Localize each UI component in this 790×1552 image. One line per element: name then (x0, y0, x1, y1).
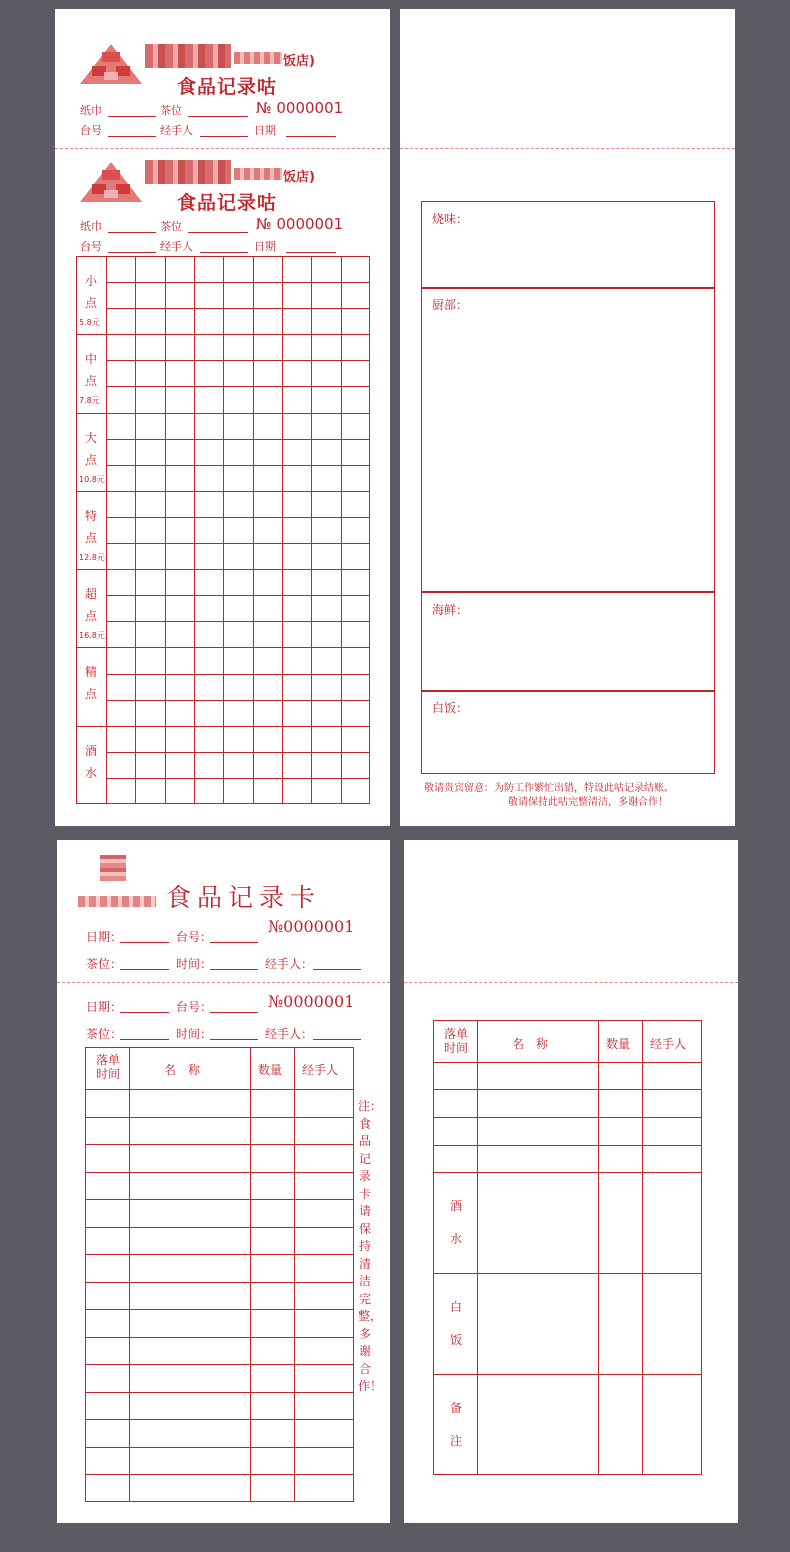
grid-row-label: 点 (85, 374, 98, 389)
card-section-label: 白 (450, 1300, 463, 1314)
grid-column-line (311, 256, 312, 804)
blurred-restaurant-name (234, 52, 282, 64)
blurred-card-shop-name (78, 896, 156, 907)
restaurant-logo (78, 160, 144, 204)
grid-row-line (106, 439, 370, 440)
grid-column-line (194, 256, 195, 804)
grid-row-line (106, 778, 370, 779)
notice-line-1: 敬请贵宾留意：为防工作繁忙出错，特设此咕记录结账。 (424, 783, 674, 794)
table-row-line (433, 1172, 702, 1173)
grid-row-label: 大 (85, 430, 98, 445)
grid-row-price: 10.8元 (79, 474, 105, 484)
card-section-label: 水 (450, 1232, 463, 1246)
header-item-name: 名 称 (512, 1037, 549, 1051)
grid-row-label: 点 (85, 687, 98, 702)
card-date-label: 日期： (86, 1000, 123, 1014)
card-table-field[interactable] (210, 942, 258, 943)
table-row-line (433, 1117, 702, 1118)
date-field[interactable] (286, 136, 336, 137)
date-label: 日期 (254, 124, 276, 137)
section-divider (421, 287, 715, 289)
grid-row-line (106, 360, 370, 361)
card-side-note: 注：食品记录卡请保持清洁完整，多谢合作！ (358, 1099, 383, 1393)
card-tea-field[interactable] (120, 969, 169, 970)
grid-row-line (106, 308, 370, 309)
grid-row-label: 精 (85, 665, 98, 680)
grid-column-line (341, 256, 342, 804)
card-form-number: №0000001 (268, 917, 355, 936)
grid-row-line (106, 282, 370, 283)
grid-row-label: 点 (85, 296, 98, 310)
table-row-line (433, 1145, 702, 1146)
handler-label: 经手人 (160, 124, 193, 137)
grid-row-label: 水 (85, 765, 98, 780)
card-date-label: 日期： (86, 930, 123, 944)
grid-row-label: 点 (85, 452, 98, 467)
tea-label: 茶位 (160, 104, 182, 117)
grid-group-line (76, 647, 370, 648)
napkin-field[interactable] (108, 116, 156, 117)
bill-title: 食品记录咕 (177, 192, 278, 214)
section-seafood-label: 海鲜： (432, 603, 469, 617)
napkin-label: 纸巾 (80, 220, 102, 233)
grid-row-line (106, 595, 370, 596)
grid-row-line (106, 543, 370, 544)
card-date-field[interactable] (120, 1012, 169, 1013)
grid-row-price: 12.8元 (79, 552, 105, 562)
table-row-line (85, 1337, 354, 1338)
restaurant-logo (78, 42, 144, 86)
table-column-line (129, 1047, 130, 1502)
card-order-table (85, 1047, 354, 1502)
tea-label: 茶位 (160, 220, 182, 233)
perforation-line (400, 148, 735, 149)
grid-row-line (106, 386, 370, 387)
handler-field[interactable] (200, 252, 248, 253)
grid-column-line (135, 256, 136, 804)
header-order-time: 落单时间 (443, 1027, 468, 1055)
card-handler-label: 经手人： (265, 1027, 314, 1041)
card-tea-label: 茶位： (86, 957, 123, 971)
handler-field[interactable] (200, 136, 248, 137)
section-roast-label: 烧味： (432, 212, 469, 226)
blurred-restaurant-name (234, 168, 282, 180)
card-tea-label: 茶位： (86, 1027, 123, 1041)
table-row-line (85, 1117, 354, 1118)
card-section-label: 备 (450, 1401, 463, 1415)
table-row-line (85, 1144, 354, 1145)
header-order-time: 落单时间 (95, 1053, 120, 1081)
grid-row-price: 5.8元 (79, 318, 100, 327)
grid-group-line (76, 491, 370, 492)
table-row-line (85, 1474, 354, 1475)
card-time-field[interactable] (210, 969, 258, 970)
table-row-line (85, 1254, 354, 1255)
header-quantity: 数量 (258, 1063, 283, 1077)
grid-row-price: 16.8元 (79, 631, 105, 641)
grid-row-label: 酒 (85, 743, 98, 758)
napkin-label: 纸巾 (80, 104, 102, 117)
grid-row-line (106, 752, 370, 753)
card-section-label: 酒 (450, 1199, 463, 1213)
table-column-line (294, 1047, 295, 1502)
grid-group-line (76, 413, 370, 414)
table-row-line (85, 1199, 354, 1200)
table-field[interactable] (108, 252, 156, 253)
card-table-label: 台号： (176, 1000, 213, 1014)
card-time-label: 时间： (176, 957, 213, 971)
grid-column-line (106, 256, 107, 804)
table-row-line (433, 1089, 702, 1090)
blurred-restaurant-name (145, 44, 231, 68)
perforation-line (404, 982, 738, 983)
perforation-line (57, 982, 390, 983)
perforation-line (55, 148, 390, 149)
card-form-number: №0000001 (268, 992, 355, 1011)
grid-row-line (106, 674, 370, 675)
card-section-label: 饭 (450, 1333, 463, 1347)
card-handler-field[interactable] (313, 969, 361, 970)
grid-group-line (76, 726, 370, 727)
table-row-line (85, 1227, 354, 1228)
handler-label: 经手人 (160, 240, 193, 253)
table-row-line (433, 1273, 702, 1274)
grid-group-line (76, 334, 370, 335)
header-handler: 经手人 (302, 1063, 339, 1077)
notice-line-2: 敬请保持此咕完整清洁，多谢合作！ (508, 797, 668, 808)
napkin-field[interactable] (108, 232, 156, 233)
shop-suffix: 饭店) (283, 54, 315, 69)
blurred-restaurant-name (145, 160, 231, 184)
table-row-line (85, 1089, 354, 1090)
form-number: № 0000001 (256, 99, 344, 117)
grid-row-label: 特 (85, 508, 98, 523)
grid-group-line (76, 569, 370, 570)
grid-row-label: 小 (85, 274, 98, 288)
grid-row-label: 点 (85, 530, 98, 545)
grid-column-line (282, 256, 283, 804)
shop-suffix: 饭店) (283, 170, 315, 185)
grid-row-label: 超 (85, 587, 98, 602)
card-date-field[interactable] (120, 942, 169, 943)
header-quantity: 数量 (606, 1037, 631, 1051)
date-field[interactable] (286, 252, 336, 253)
tea-field[interactable] (188, 116, 248, 117)
date-label: 日期 (254, 240, 276, 253)
grid-row-line (106, 700, 370, 701)
table-column-line (250, 1047, 251, 1502)
bill-title: 食品记录咕 (177, 76, 278, 98)
table-row-line (85, 1172, 354, 1173)
section-rice-label: 白饭： (432, 701, 469, 715)
table-row-line (433, 1374, 702, 1375)
card-time-label: 时间： (176, 1027, 213, 1041)
grid-row-line (106, 517, 370, 518)
section-divider (421, 690, 715, 692)
table-label: 台号 (80, 240, 102, 253)
header-item-name: 名 称 (164, 1063, 201, 1077)
table-row-line (433, 1062, 702, 1063)
card-handler-label: 经手人： (265, 957, 314, 971)
table-row-line (85, 1447, 354, 1448)
table-label: 台号 (80, 124, 102, 137)
card-table-label: 台号： (176, 930, 213, 944)
table-row-line (85, 1309, 354, 1310)
form-number: № 0000001 (256, 215, 344, 233)
card-section-label: 注 (450, 1434, 463, 1448)
grid-row-line (106, 621, 370, 622)
section-divider (421, 591, 715, 593)
section-kitchen-label: 厨部： (432, 298, 469, 312)
grid-column-line (223, 256, 224, 804)
card-tea-field[interactable] (120, 1039, 169, 1040)
tea-field[interactable] (188, 232, 248, 233)
card-time-field[interactable] (210, 1039, 258, 1040)
table-field[interactable] (108, 136, 156, 137)
card-handler-field[interactable] (313, 1039, 361, 1040)
grid-column-line (165, 256, 166, 804)
grid-row-label: 点 (85, 609, 98, 624)
grid-row-price: 7.8元 (79, 396, 100, 406)
card-logo (100, 855, 126, 881)
card-table-field[interactable] (210, 1012, 258, 1013)
header-handler: 经手人 (650, 1037, 687, 1051)
grid-row-label: 中 (85, 352, 98, 367)
table-row-line (85, 1282, 354, 1283)
table-row-line (85, 1392, 354, 1393)
grid-column-line (253, 256, 254, 804)
grid-row-line (106, 465, 370, 466)
card-title: 食品记录卡 (166, 883, 322, 912)
table-row-line (85, 1364, 354, 1365)
table-row-line (85, 1419, 354, 1420)
